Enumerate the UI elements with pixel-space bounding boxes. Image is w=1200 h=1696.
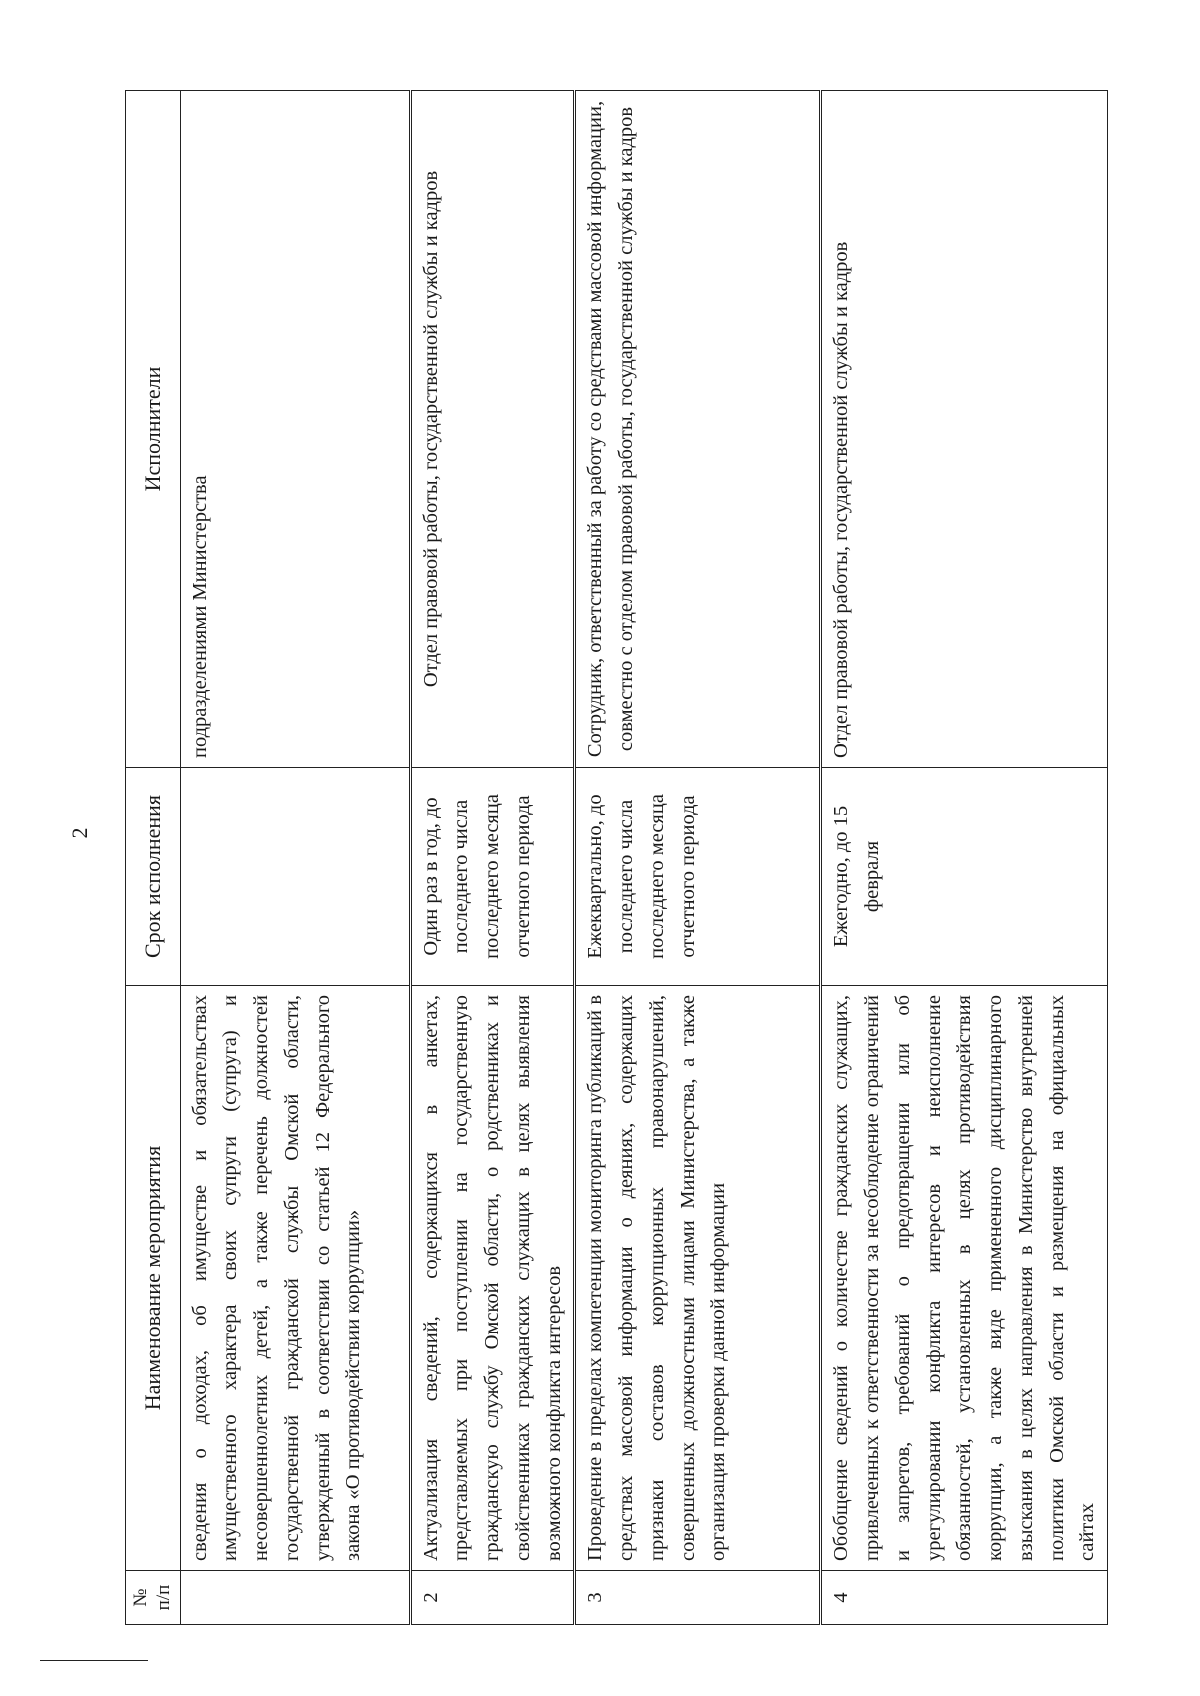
footnote-divider <box>40 1660 148 1661</box>
row-num: 2 <box>410 1571 575 1625</box>
row-term: Ежегодно, до 15 февраля <box>821 768 1108 986</box>
row-exec: Отдел правовой работы, государственной службы и кадров <box>821 91 1108 768</box>
row-name: Обобщение сведений о количестве гражданских служащих, привлеченных к ответственности за несоблюдение ограничений и запретов, требований о предотвращении или об урегулировании конфликта интересов и неисполнение обязанностей, установленных в целях противодействия коррупции, а также виде примененного дисциплинарного взыскания в целях направления в Министерство внутренней политики Омской области и размещения на официальных сайтах <box>821 986 1108 1571</box>
page-number: 2 <box>67 827 92 839</box>
row-name: сведения о доходах, об имуществе и обязательствах имущественного характера своих супруги (супруга) и несовершеннолетних детей, а также перечень должностей государственной гражданской службы Омской области, утвержденный в соответствии со статьей 12 Федерального закона «О противодействии коррупции» <box>180 986 410 1571</box>
table-header-row <box>126 91 181 1625</box>
row-exec: Сотрудник, ответственный за работу со средствами массовой информации, совместно с отделом правовой работы, государственной службы и кадров <box>575 91 821 768</box>
row-num: 4 <box>821 1571 1108 1625</box>
row-num: 3 <box>575 1571 821 1625</box>
table-row <box>821 91 1108 1625</box>
row-term <box>180 768 410 986</box>
row-exec: подразделениями Министерства <box>180 91 410 768</box>
header-name: Наименование мероприятия <box>126 986 181 1571</box>
header-exec: Исполнители <box>126 91 181 768</box>
table-row <box>575 91 821 1625</box>
row-name: Актуализация сведений, содержащихся в анкетах, представляемых при поступлении на государственную гражданскую службу Омской области, о родственниках и свойственниках гражданских служащих в целях выявления возможного конфликта интересов <box>410 986 575 1571</box>
row-term: Ежеквартально, до последнего числа последнего месяца отчетного периода <box>575 768 821 986</box>
header-term: Срок исполнения <box>126 768 181 986</box>
measures-table <box>125 90 1108 1625</box>
row-term: Один раз в год, до последнего числа последнего месяца отчетного периода <box>410 768 575 986</box>
header-num: № п/п <box>126 1571 181 1625</box>
row-exec: Отдел правовой работы, государственной службы и кадров <box>410 91 575 768</box>
rotated-table-container <box>125 90 1099 1625</box>
table-row <box>180 91 410 1625</box>
table-row <box>410 91 575 1625</box>
row-name: Проведение в пределах компетенции мониторинга публикаций в средствах массовой информации о деяниях, содержащих признаки составов коррупционных правонарушений, совершенных должностными лицами Министерства, а также организация проверки данной информации <box>575 986 821 1571</box>
row-num <box>180 1571 410 1625</box>
